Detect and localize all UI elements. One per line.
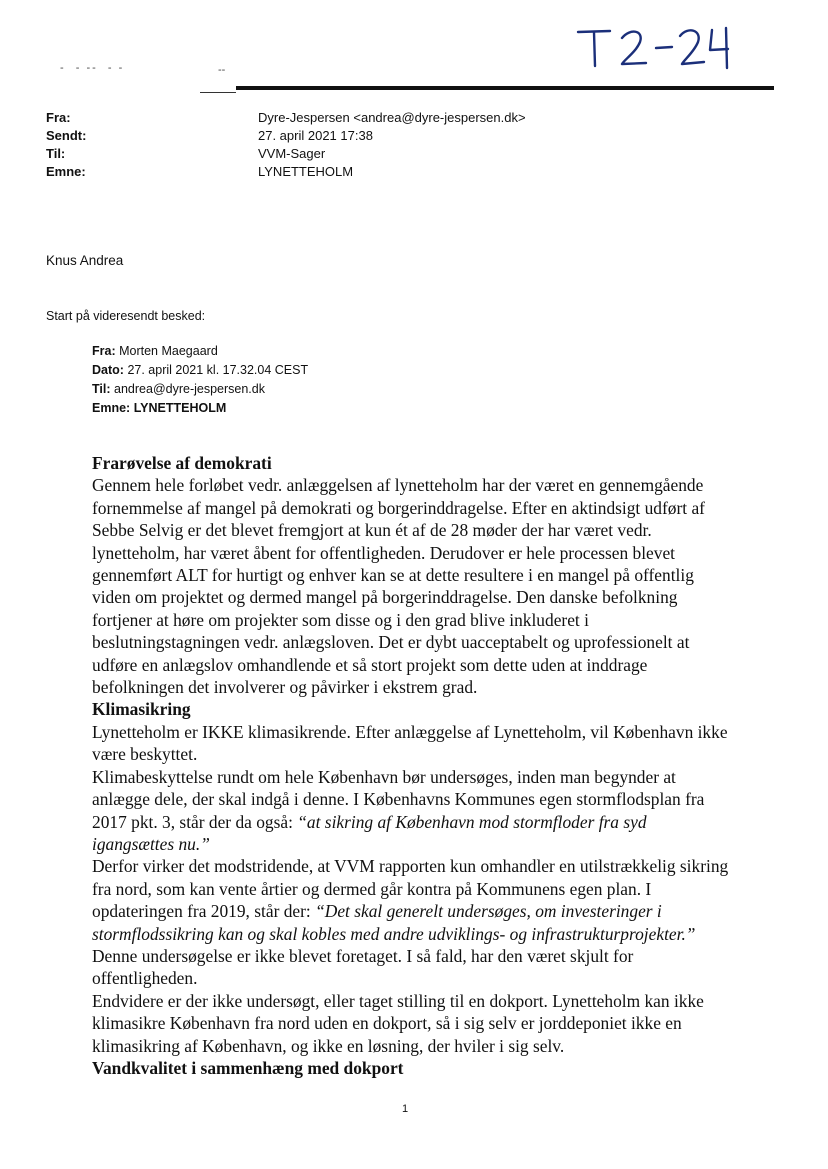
sent-value: 27. april 2021 17:38	[258, 128, 373, 143]
sent-label: Sendt:	[46, 128, 87, 143]
paragraph-climate-4: Endvidere er der ikke undersøgt, eller taget stilling til en dokport. Lynetteholm kan ikke klimasikre København fra nord uden en dokport, så i sig selv er jorddeponiet ikke en klimasikring af København, og ikke en løsning, der hviler i sig selv.	[92, 990, 704, 1056]
page-number: 1	[402, 1103, 409, 1115]
subject-value: LYNETTEHOLM	[258, 164, 354, 179]
forwarded-subject-value: LYNETTEHOLM	[133, 401, 227, 415]
text: Klimabeskyttelse rundt om hele København bør undersøges, inden man begynder at anlægge dele, der skal indgå i denne. I Københavns Kommunes egen stormflodsplan fra 2017 pkt. 3, står der da også:	[92, 766, 705, 832]
quote: “at sikring af København mod stormfloder fra syd igangsættes nu.”	[92, 811, 647, 854]
paragraph-climate-3	[92, 855, 732, 989]
forwarded-from-label: Fra:	[92, 344, 116, 358]
heading-climate: Klimasikring	[92, 699, 191, 720]
forwarded-date-label: Dato:	[92, 363, 124, 377]
forwarded-to-value: andrea@dyre-jespersen.dk	[114, 382, 265, 396]
paragraph-democracy: Gennem hele forløbet vedr. anlæggelsen af lynetteholm har der været en gennemgående fornemmelse af mangel på demokrati og borgerinddragelse. Efter en aktindsigt udført af Sebbe Selvig er det blevet fremgjort at kun ét af de 28 møder der har været vedr. lynetteholm, har været åbent for offentligheden. Derudover er hele processen blevet gennemført ALT for hurtigt og enhver kan se at dette resultere i en mangel på offentlig viden om projektet og dermed mangel på borgerinddragelse. Den danske befolkning fortjener at høre om projekter som disse og i den grad blive inkluderet i beslutningstagningen vedr. anlægsloven. Det er dybt uacceptabelt og uprofessionelt at udføre en anlægslov omhandlende et så stort projekt som dette uden at inddrage befolkningen det involverer og påvirker i ekstrem grad.	[92, 475, 705, 698]
heading-water-quality: Vandkvalitet i sammenhæng med dokport	[92, 1057, 404, 1078]
forward-intro: Start på videresendt besked:	[46, 309, 206, 323]
forwarded-date	[92, 363, 308, 377]
forwarded-subject	[92, 401, 226, 415]
forwarded-from-value: Morten Maegaard	[119, 344, 218, 358]
forwarded-date-value: 27. april 2021 kl. 17.32.04 CEST	[127, 363, 309, 377]
handwritten-stamp	[572, 22, 732, 70]
paragraph-climate-1: Lynetteholm er IKKE klimasikrende. Efter anlæggelse af Lynetteholm, vil København ikke være beskyttet.	[92, 721, 728, 765]
greeting: Knus Andrea	[46, 253, 124, 268]
letter-body	[92, 452, 732, 1079]
from-value: Dyre-Jespersen <andrea@dyre-jespersen.dk>	[258, 110, 526, 125]
from-label: Fra:	[46, 110, 71, 125]
forwarded-to-label: Til:	[92, 382, 111, 396]
forwarded-subject-label: Emne:	[92, 401, 131, 415]
scan-marks: - - -- - -	[60, 62, 125, 74]
paragraph-climate-2	[92, 766, 732, 856]
to-label: Til:	[46, 146, 66, 161]
text: Derfor virker det modstridende, at VVM rapporten kun omhandler en utilstrækkelig sikring fra nord, som kan vente årtier og dermed går kontra på Kommunens egen plan. I opdateringen fra 2019, står der:	[92, 856, 729, 922]
text: Denne undersøgelse er ikke blevet foretaget. I så fald, har den været skjult for offentligheden.	[92, 945, 634, 989]
quote: “Det skal generelt undersøges, om investeringer i stormflodssikring kan og skal kobles med andre udviklings- og infrastrukturprojekter.”	[92, 901, 696, 944]
to-value: VVM-Sager	[258, 146, 326, 161]
scan-marks: --	[218, 64, 226, 76]
forwarded-from	[92, 344, 218, 358]
divider	[200, 92, 236, 93]
divider	[236, 86, 774, 90]
subject-label: Emne:	[46, 164, 86, 179]
heading-democracy: Frarøvelse af demokrati	[92, 453, 272, 473]
forwarded-to	[92, 382, 265, 396]
